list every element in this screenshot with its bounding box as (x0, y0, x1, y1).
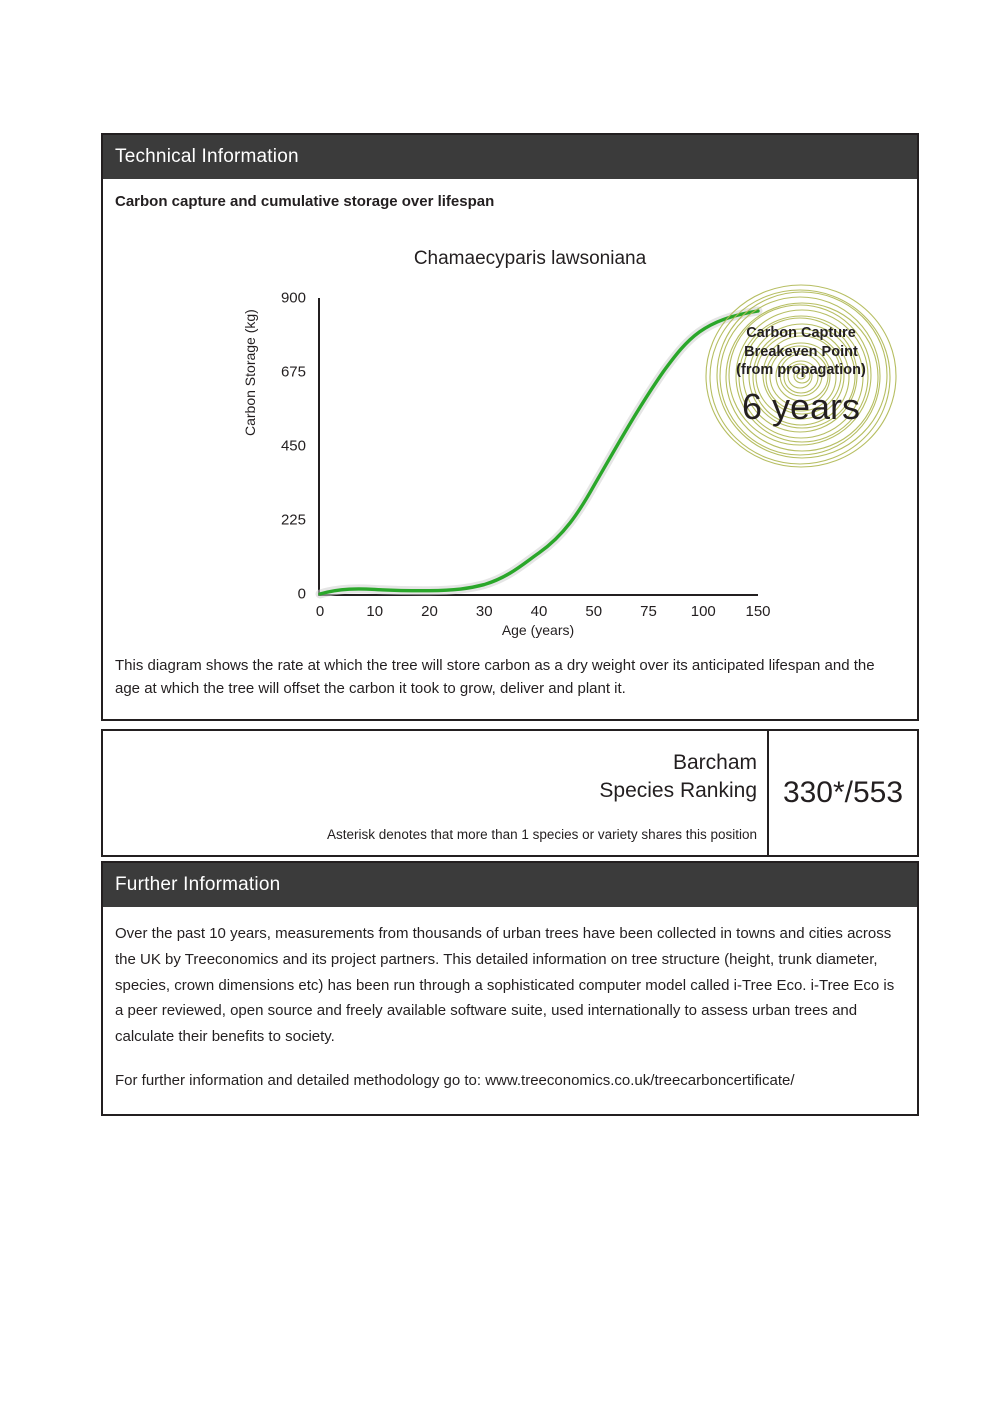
chart-species-title: Chamaecyparis lawsoniana (413, 248, 647, 269)
x-tick-20: 20 (421, 603, 438, 620)
chart-x-axis-label: Age (years) (501, 622, 575, 638)
species-ranking-title-line2: Species Ranking (599, 779, 757, 803)
roundel-text-group (703, 278, 899, 474)
technical-caption: This diagram shows the rate at which the tree will store carbon as a dry weight over its anticipated lifespan and the age at which the tree will offset the carbon it took to grow, deliver and plant it. (115, 657, 875, 698)
carbon-storage-chart (103, 210, 917, 650)
chart-y-axis-label: Carbon Storage (kg) (242, 309, 258, 436)
y-tick-0: 0 (297, 585, 306, 603)
roundel-line-1: Carbon Capture (746, 325, 856, 342)
x-tick-0: 0 (315, 603, 325, 620)
roundel-line-2: Breakeven Point (744, 343, 858, 360)
technical-information-body (103, 179, 917, 719)
x-tick-100: 100 (690, 603, 716, 620)
x-tick-30: 30 (475, 603, 493, 620)
chart-series-line (320, 298, 758, 594)
x-tick-40: 40 (530, 603, 548, 620)
roundel-breakeven-value: 6 years (741, 385, 861, 427)
species-ranking-note: Asterisk denotes that more than 1 species or variety shares this position (327, 827, 757, 842)
x-tick-75: 75 (640, 603, 657, 620)
chart-subtitle: Carbon capture and cumulative storage over lifespan (115, 193, 495, 210)
x-tick-10: 10 (366, 603, 384, 620)
further-information-body (103, 907, 917, 1114)
x-tick-50: 50 (585, 603, 603, 620)
further-paragraph-1: Over the past 10 years, measurements from thousands of urban trees have been collected in towns and cities across the UK by Treeconomics and its project partners. This detailed information on tree structure (height, trunk diameter, species, crown dimensions etc) has been run through a sophisticated computer model called i-Tree Eco. i-Tree Eco is a peer reviewed, open source and freely available software suite, used internationally to assess urban trees and calculate their benefits to society. (115, 925, 895, 1046)
species-ranking-value: 330*/553 (782, 776, 904, 809)
species-ranking-left (103, 731, 769, 855)
further-information-panel (101, 861, 919, 1116)
y-tick-900: 900 (280, 289, 306, 307)
technical-information-panel (101, 133, 919, 721)
y-tick-675: 675 (280, 363, 306, 381)
y-tick-225: 225 (280, 511, 306, 529)
roundel-line-3: (from propagation) (736, 362, 866, 379)
x-tick-150: 150 (745, 603, 771, 620)
carbon-breakeven-roundel (703, 278, 899, 474)
y-tick-450: 450 (280, 437, 306, 455)
species-ranking-title-line1: Barcham (672, 751, 757, 774)
chart-plot-area (280, 289, 771, 620)
further-information-header: Further Information (103, 863, 917, 907)
technical-information-header: Technical Information (103, 135, 917, 179)
further-paragraph-2: For further information and detailed methodology go to: www.treeconomics.co.uk/treecarboncertificate/ (115, 1071, 795, 1089)
species-ranking-title (599, 749, 757, 806)
species-ranking-panel (101, 729, 919, 857)
